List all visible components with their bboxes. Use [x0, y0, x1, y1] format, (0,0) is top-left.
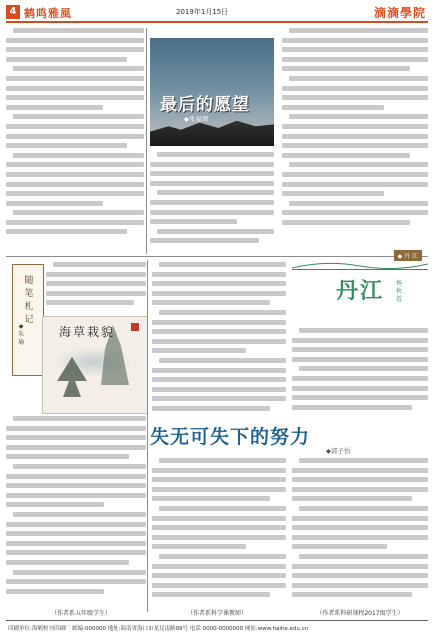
section-divider — [6, 256, 428, 257]
school-logo: 滴滴學院 — [373, 6, 426, 20]
column-left-middle — [46, 262, 146, 312]
column-left-top — [6, 28, 144, 254]
column-bottom-right — [292, 458, 428, 606]
page-header — [6, 4, 428, 20]
painting-title: 海草栽貌 — [59, 325, 116, 339]
column-bottom-middle — [152, 458, 286, 606]
credit-right: （作者系科研课程2017级学生） — [316, 610, 404, 617]
credit-middle: （作者系科学课教师） — [186, 610, 247, 617]
credit-left: （作者系五年级学生） — [50, 610, 111, 617]
column-title-box — [12, 264, 44, 376]
paper-name: 鹤鸣雅風 — [24, 7, 72, 20]
header-rule — [6, 21, 428, 23]
section-header — [292, 253, 428, 324]
section-subtitle: 杨秋霞 — [396, 280, 403, 303]
article-headline: 失无可失下的努力 — [150, 426, 311, 448]
article-header — [150, 422, 360, 455]
column-left-bottom — [6, 416, 146, 606]
page-footer — [6, 620, 428, 635]
painting-illustration — [42, 316, 148, 414]
section-title: 丹江 — [336, 278, 385, 304]
column-divider — [146, 28, 147, 254]
red-seal-icon — [131, 323, 139, 331]
column-middle-main — [152, 262, 286, 418]
section-tag: ◆ 丹 江 — [394, 250, 422, 261]
column-vertical-title: 随笔札记 — [24, 276, 34, 325]
feature-illustration — [150, 38, 274, 146]
column-right-top — [282, 28, 428, 254]
column-author: ◆朱瑜 — [17, 323, 24, 346]
column-middle-top — [150, 152, 274, 254]
column-divider-2 — [147, 260, 148, 612]
feature-title: 最后的愿望 — [160, 95, 250, 115]
page-number: 4 — [6, 5, 20, 19]
feature-author: ◆朱福翠 — [184, 115, 209, 123]
article-author: ◆郭子怡 — [326, 447, 351, 455]
silhouette-image — [150, 110, 274, 146]
issue-date: 2019年1月15日 — [176, 8, 229, 16]
column-right-middle — [292, 328, 428, 418]
footer-info: 印刷单位:海鹤校刊印刷厂 邮编:000000 地址:海南省海口市龙昆南路99号 电话:0000-0000000 网址:www.haihe.edu.cn — [8, 626, 309, 632]
newspaper-page — [6, 4, 428, 636]
